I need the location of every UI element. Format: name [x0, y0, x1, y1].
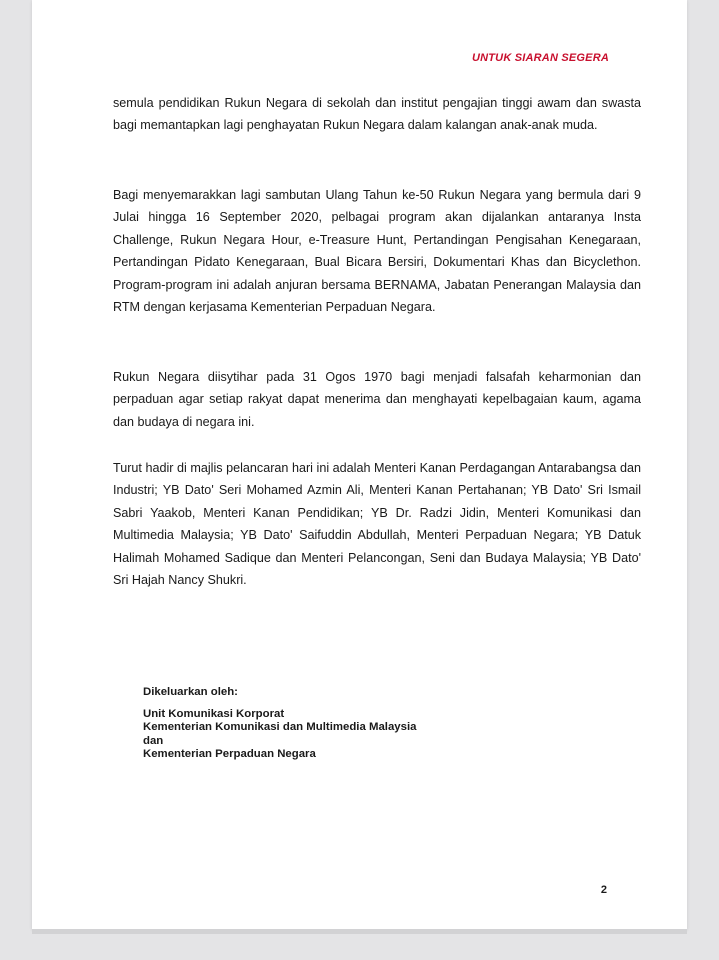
issuer-line-4: Kementerian Perpaduan Negara [143, 748, 316, 761]
document-page [32, 0, 687, 929]
issuer-line-2: Kementerian Komunikasi dan Multimedia Malaysia [143, 721, 417, 734]
issued-by-label: Dikeluarkan oleh: [143, 686, 238, 698]
page-bottom-edge [32, 929, 687, 934]
paragraph-4-text: Turut hadir di majlis pelancaran hari ini adalah Menteri Kanan Perdagangan Antarabangsa dan Industri; YB Dato' Seri Mohamed Azmin Ali, Menteri Kanan Pertahanan; YB Dato' Sri Ismail Sabri Yaakob, Menteri Kanan Pendidikan; YB Dr. Radzi Jidin, Menteri Komunikasi dan Multimedia Malaysia; YB Dato' Saifuddin Abdullah, Menteri Perpaduan Negara; YB Datuk Halimah Mohamed Sadique dan Menteri Pelancongan, Seni dan Budaya Malaysia; YB Dato' Sri Hajah Nancy Shukri. [113, 461, 641, 588]
paragraph-2-text: Bagi menyemarakkan lagi sambutan Ulang Tahun ke-50 Rukun Negara yang bermula dari 9 Julai hingga 16 September 2020, pelbagai program akan dijalankan antaranya Insta Challenge, Rukun Negara Hour, e-Treasure Hunt, Pertandingan Pengisahan Kenegaraan, Pertandingan Pidato Kenegaraan, Bual Bicara Bersiri, Dokumentari Khas dan Bicyclethon. Program-program ini adalah anjuran bersama BERNAMA, Jabatan Penerangan Malaysia dan RTM dengan kerjasama Kementerian Perpaduan Negara. [113, 188, 641, 315]
issuer-block [143, 686, 416, 762]
page-number: 2 [600, 884, 607, 896]
paragraph-1 [113, 92, 641, 137]
release-label: UNTUK SIARAN SEGERA [471, 52, 609, 64]
paragraph-3-text: Rukun Negara diisytihar pada 31 Ogos 1970 bagi menjadi falsafah keharmonian dan perpaduan agar setiap rakyat dapat menerima dan menghayati kepelbagaian kaum, agama dan budaya di negara ini. [113, 370, 641, 429]
paragraph-3 [113, 366, 641, 433]
paragraph-1-text: semula pendidikan Rukun Negara di sekolah dan institut pengajian tinggi awam dan swasta bagi memantapkan lagi penghayatan Rukun Negara dalam kalangan anak-anak muda. [113, 96, 641, 133]
paragraph-4 [113, 457, 641, 591]
paragraph-2 [113, 184, 641, 318]
issuer-line-1: Unit Komunikasi Korporat [143, 707, 285, 720]
issuer-line-3: dan [143, 734, 164, 747]
